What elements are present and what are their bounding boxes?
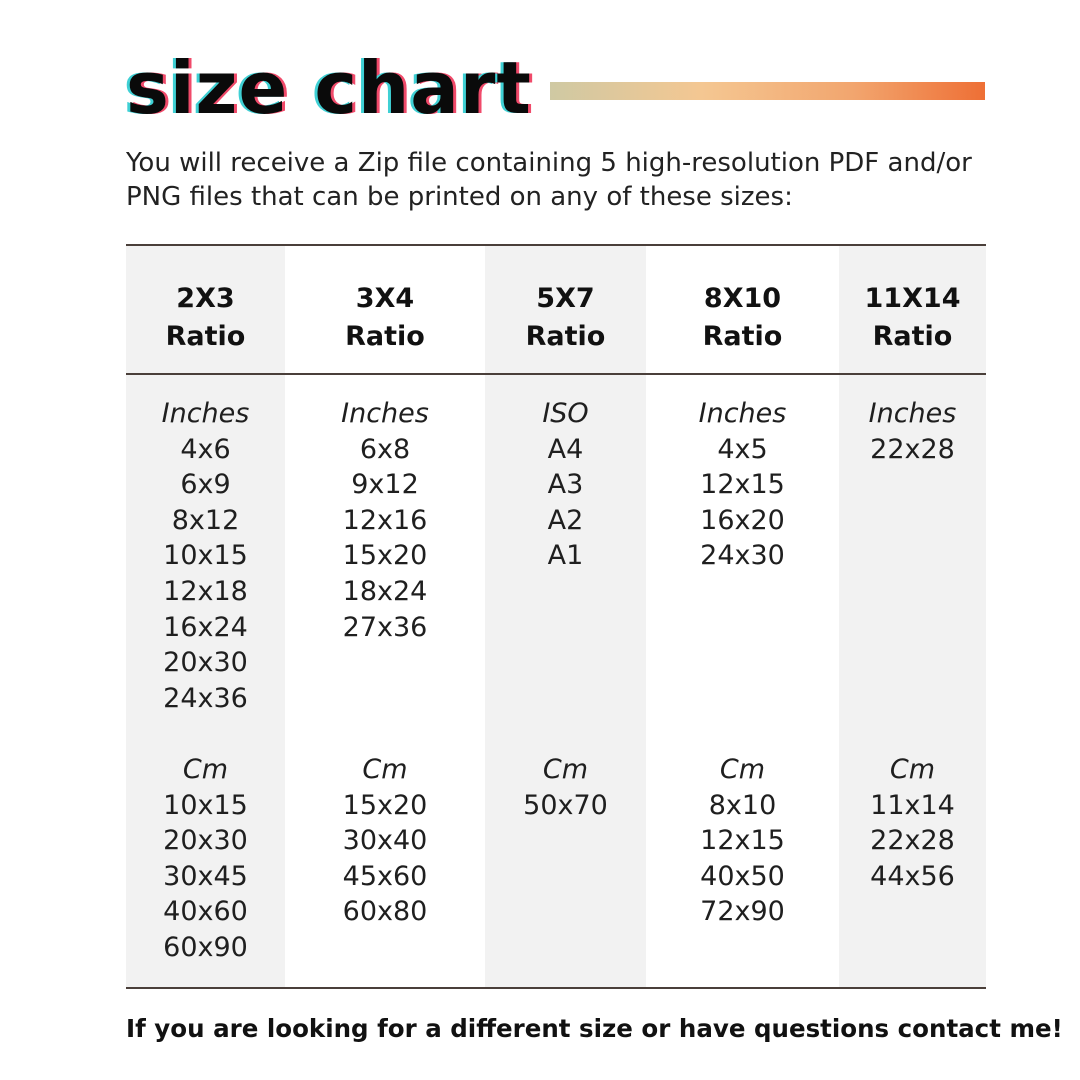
column-header — [285, 280, 485, 356]
ratio-name: 3X4 — [355, 283, 415, 314]
ratio-label: Ratio — [165, 321, 246, 352]
size-value: 30x40 — [342, 825, 428, 857]
size-group — [646, 396, 839, 574]
page-title: size chart — [126, 46, 532, 130]
size-value: 30x45 — [163, 860, 248, 892]
ratio-name: 11X14 — [864, 283, 961, 314]
size-group — [485, 752, 646, 823]
column-11x14 — [839, 246, 986, 987]
size-value: 12x15 — [700, 825, 785, 857]
unit-label: Cm — [889, 754, 936, 785]
size-value: 24x36 — [163, 682, 248, 714]
unit-label: Inches — [868, 398, 957, 429]
size-value: A3 — [547, 469, 584, 501]
size-value: 22x28 — [870, 825, 955, 857]
column-8x10 — [646, 246, 839, 987]
size-value: 40x50 — [700, 860, 785, 892]
size-value: 12x15 — [700, 469, 785, 501]
size-value: 12x18 — [163, 575, 248, 607]
size-value: A4 — [547, 433, 584, 465]
size-group — [285, 396, 485, 645]
header-divider — [126, 373, 986, 375]
size-value: 27x36 — [342, 611, 428, 643]
ratio-name: 5X7 — [536, 283, 595, 314]
size-value: 10x15 — [163, 540, 248, 572]
size-value: 40x60 — [163, 896, 248, 928]
size-group — [126, 396, 285, 716]
ratio-name: 2X3 — [176, 283, 235, 314]
size-value: 50x70 — [523, 789, 608, 821]
intro-text: You will receive a Zip file containing 5 high-resolution PDF and/or PNG files that can be printed on any of these sizes: — [126, 148, 972, 212]
unit-label: ISO — [542, 398, 589, 429]
size-value: 72x90 — [700, 896, 785, 928]
size-value: 16x24 — [163, 611, 248, 643]
unit-label: Inches — [698, 398, 787, 429]
size-value: 4x6 — [180, 433, 231, 465]
size-value: 9x12 — [351, 469, 419, 501]
unit-label: Inches — [161, 398, 250, 429]
size-group — [839, 396, 986, 467]
size-value: 22x28 — [870, 433, 955, 465]
column-5x7 — [485, 246, 646, 987]
unit-label: Cm — [182, 754, 229, 785]
size-value: 8x10 — [708, 789, 777, 821]
accent-bar — [550, 82, 985, 100]
size-value: 12x16 — [342, 504, 428, 536]
unit-label: Cm — [719, 754, 766, 785]
ratio-label: Ratio — [345, 321, 425, 352]
size-table — [126, 244, 986, 989]
unit-label: Inches — [341, 398, 429, 429]
column-header — [839, 280, 986, 356]
size-value: A2 — [547, 504, 584, 536]
size-value: 44x56 — [870, 860, 955, 892]
size-value: 60x90 — [163, 931, 248, 963]
size-value: 20x30 — [163, 647, 248, 679]
ratio-name: 8X10 — [703, 283, 782, 314]
size-value: 10x15 — [163, 789, 248, 821]
column-header — [126, 280, 285, 356]
size-value: A1 — [547, 540, 584, 572]
column-header — [646, 280, 839, 356]
size-value: 15x20 — [342, 789, 428, 821]
size-value: 11x14 — [870, 789, 955, 821]
size-value: 4x5 — [717, 433, 768, 465]
size-value: 20x30 — [163, 825, 248, 857]
column-2x3 — [126, 246, 285, 987]
size-group — [285, 752, 485, 930]
column-header — [485, 280, 646, 356]
ratio-label: Ratio — [702, 321, 783, 352]
size-value: 18x24 — [342, 575, 428, 607]
size-value: 8x12 — [171, 504, 240, 536]
unit-label: Cm — [362, 754, 408, 785]
ratio-label: Ratio — [525, 321, 606, 352]
size-group — [646, 752, 839, 930]
unit-label: Cm — [542, 754, 589, 785]
column-3x4 — [285, 246, 485, 987]
ratio-label: Ratio — [872, 321, 953, 352]
size-value: 15x20 — [342, 540, 428, 572]
footer-note: If you are looking for a different size or have questions contact me! — [126, 1014, 1063, 1043]
size-group — [839, 752, 986, 894]
size-group — [485, 396, 646, 574]
size-value: 16x20 — [700, 504, 785, 536]
size-value: 45x60 — [342, 860, 428, 892]
size-value: 6x9 — [180, 469, 231, 501]
size-group — [126, 752, 285, 966]
size-value: 60x80 — [342, 896, 428, 928]
size-value: 24x30 — [700, 540, 785, 572]
size-value: 6x8 — [359, 433, 411, 465]
